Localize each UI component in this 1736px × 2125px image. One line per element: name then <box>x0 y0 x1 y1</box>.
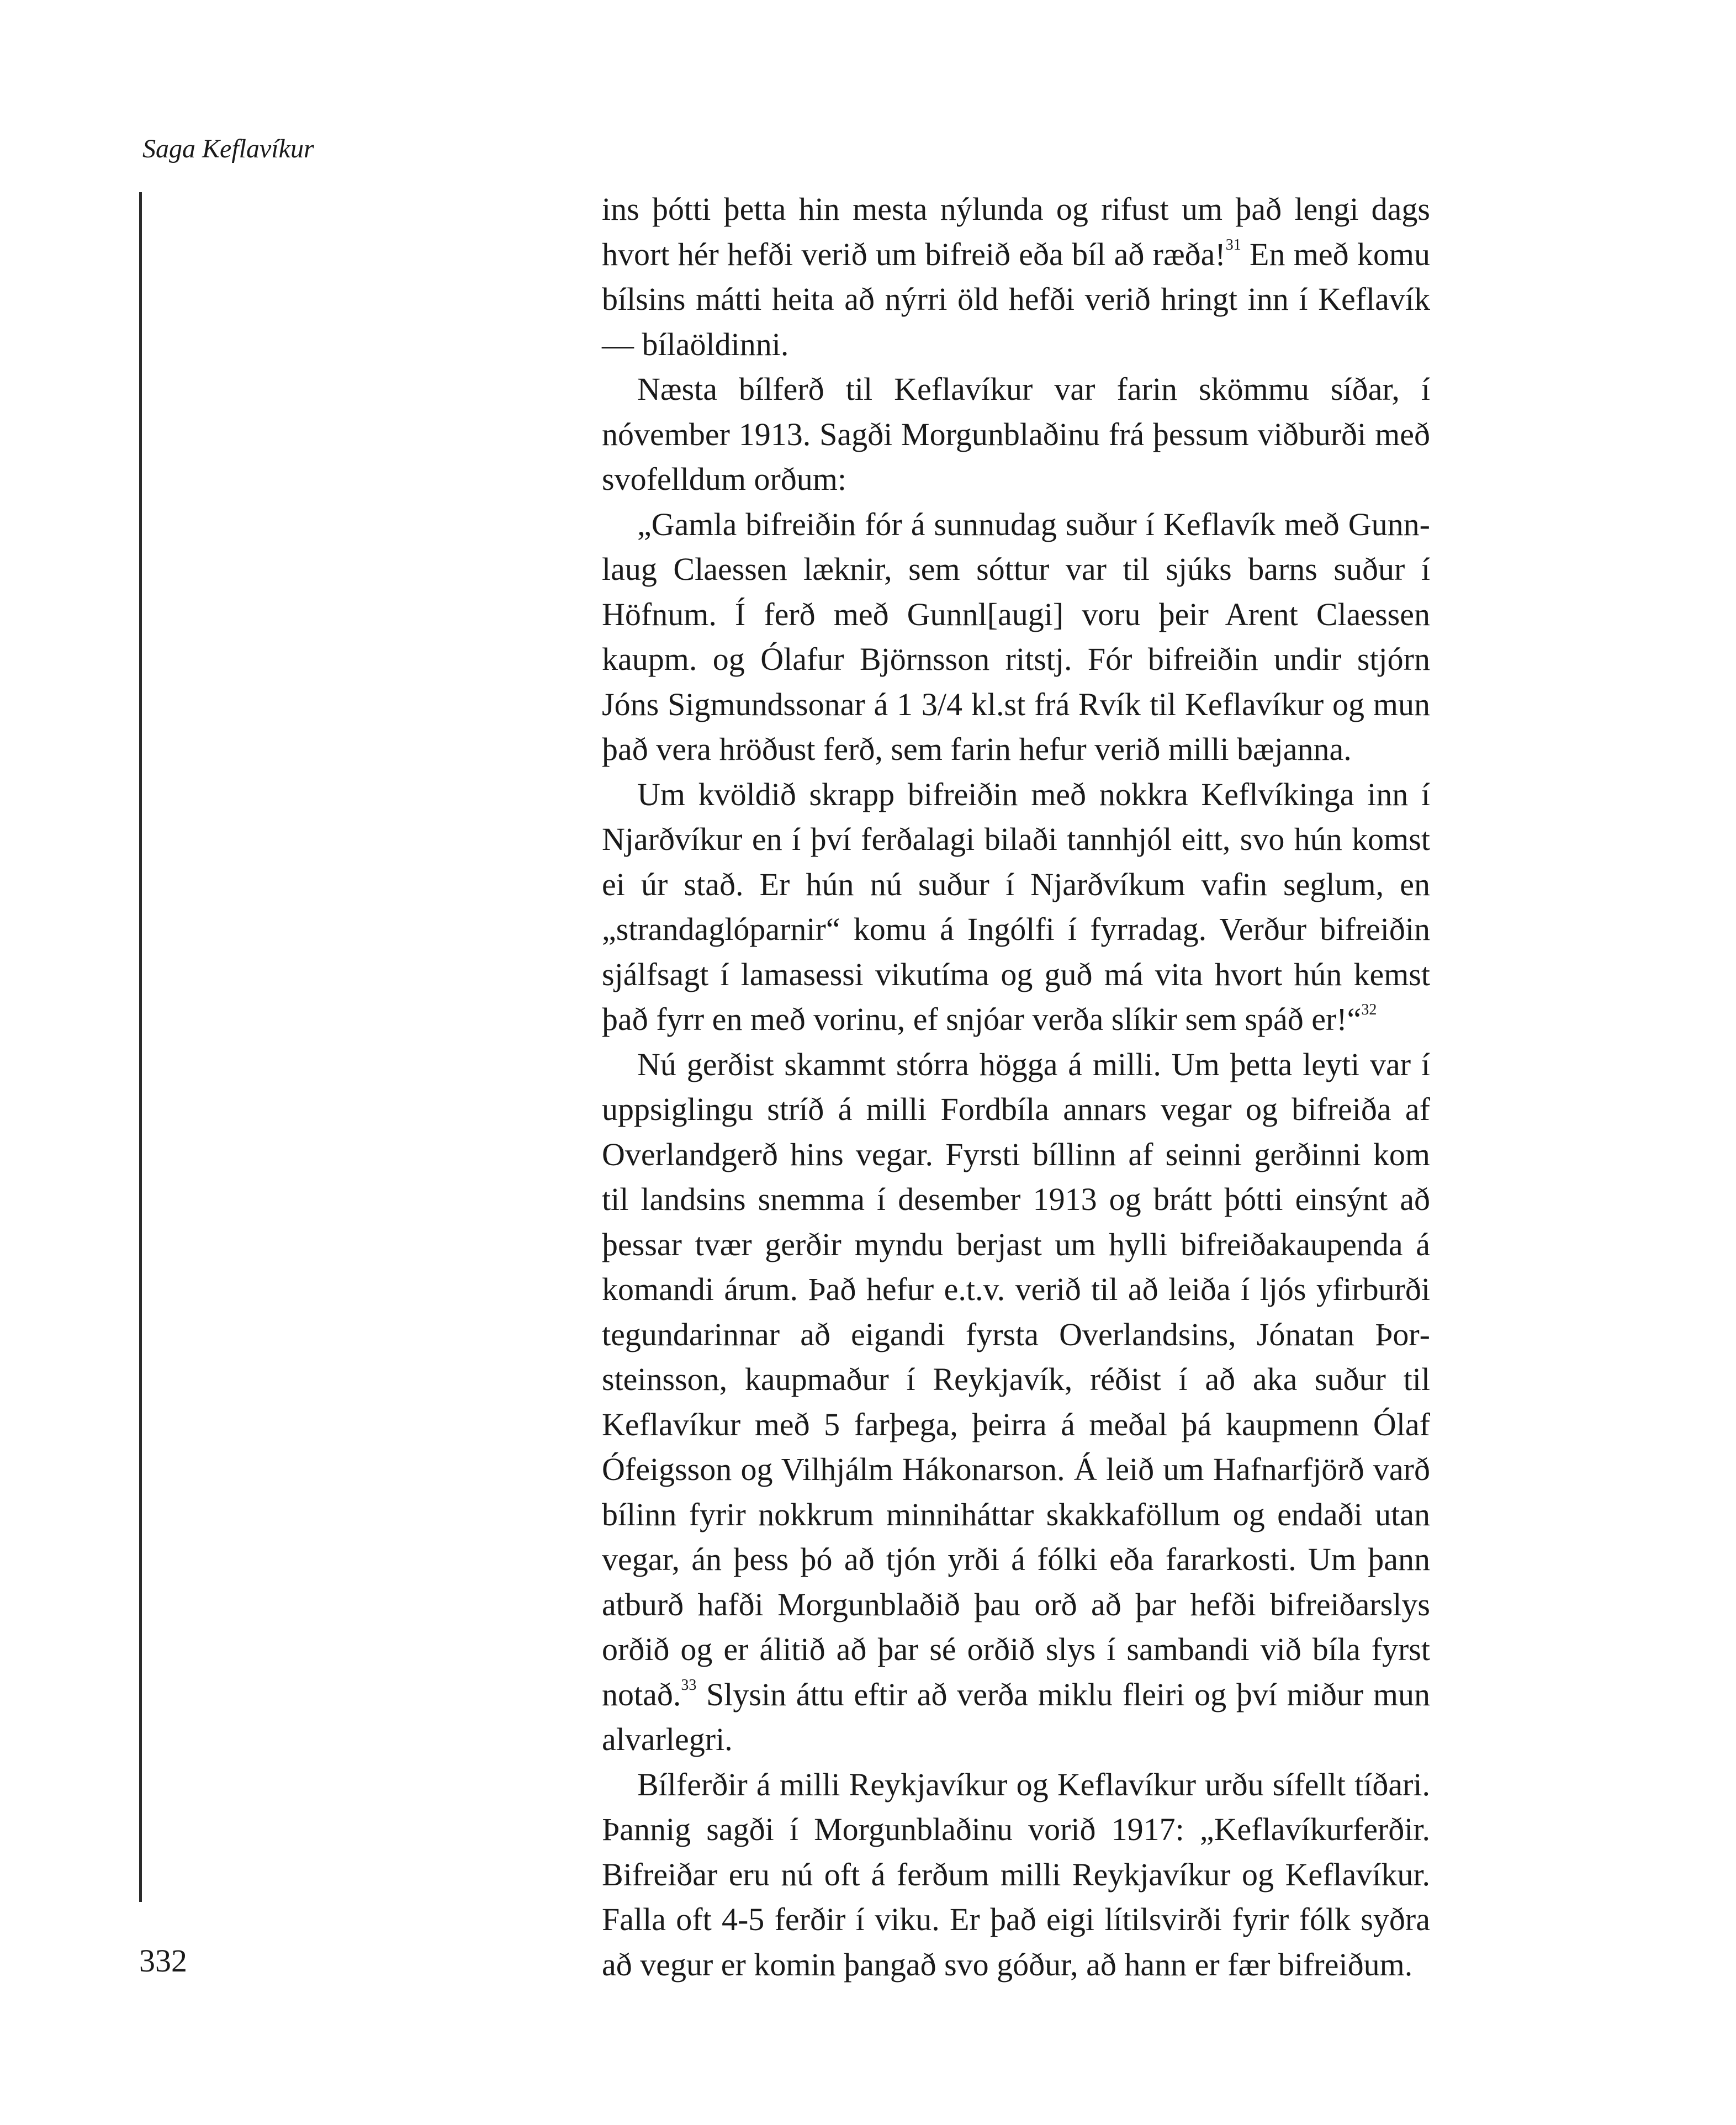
paragraph-2: Næsta bílferð til Keflavíkur var farin skömmu síðar, í nóvember 1913. Sagði Morgunblaðinu frá þessum viðburði með svofelldum orðum: <box>602 371 1430 497</box>
paragraph-1 <box>602 187 1430 367</box>
paragraph-3-text-a: Nú gerðist skammt stórra högga á milli. Um þetta leyti var í uppsiglingu stríð á milli Fordbíla annars vegar og bifreiða af Overlandgerð hins vegar. Fyrsti bíllinn af seinni gerðinni kom til landsins snemma í desember 1913 og brátt þótti einsýnt að þessar tvær gerðir myndu berjast um hylli bifreiðakaupenda á komandi árum. Það hefur e.t.v. verið til að leiða í ljós yfirburði tegundarinnar að eigandi fyrsta Overlandsins, Jónatan Þorsteinsson, kaupmaður í Reykjavík, réðist í að aka suður til Keflavíkur með 5 farþega, þeirra á meðal þá kaupmenn Ólaf Ófeigsson og Vilhjálm Hákonarson. Á leið um Hafnarfjörð varð bílinn fyrir nokkrum minniháttar skakkaföllum og endaði utan vegar, án þess þó að tjón yrði á fólki eða fararkosti. Um þann atburð hafði Morgunblaðið þau orð að þar hefði bifreiðarslys orðið og er álitið að þar sé orðið slys í sambandi við bíla fyrst notað. <box>602 1046 1430 1712</box>
paragraph-3-text-b: Slysin áttu eftir að verða miklu fleiri og því miður mun alvarlegri. <box>602 1676 1430 1757</box>
margin-rule <box>139 192 142 1902</box>
paragraph-1-text-a: ins þótti þetta hin mesta nýlunda og rifust um það lengi dags hvort hér hefði verið um bifreið eða bíl að ræða! <box>602 191 1430 272</box>
footnote-ref-31: 31 <box>1225 236 1241 253</box>
quote-paragraph-2 <box>602 772 1430 1042</box>
running-head-title: Saga Keflavíkur <box>142 134 314 163</box>
body-text <box>602 187 1430 1987</box>
quote-paragraph-1: „Gamla bifreiðin fór á sunnudag suður í Keflavík með Gunnlaug Claessen læknir, sem sóttur var til sjúks barns suður í Höfnum. Í ferð með Gunnl[augi] voru þeir Arent Claessen kaupm. og Ólafur Björnsson ritstj. Fór bifreiðin undir stjórn Jóns Sigmundssonar á 1 3/4 kl.st frá Rvík til Keflavíkur og mun það vera hröðust ferð, sem farin hefur verið milli bæjanna. <box>602 506 1430 767</box>
page-number: 332 <box>139 1943 187 1979</box>
paragraph-1-text-b: En með komu bílsins mátti heita að nýrri öld hefði verið hringt inn í Keflavík — bílaöldinni. <box>602 236 1431 362</box>
footnote-ref-33: 33 <box>681 1676 697 1694</box>
quote-paragraph-2-text: Um kvöldið skrapp bifreiðin með nokkra Keflvíkinga inn í Njarðvíkur en í því ferðalagi bilaði tannhjól eitt, svo hún komst ei úr stað. Er hún nú suður í Njarðvíkum vafin seglum, en „strandaglóparnir“ komu á Ingólfi í fyrradag. Verður bifreiðin sjálfsagt í lamasessi vikutíma og guð má vita hvort hún kemst það fyrr en með vorinu, ef snjóar verða slíkir sem spáð er!“ <box>602 776 1430 1037</box>
paragraph-4: Bílferðir á milli Reykjavíkur og Keflavíkur urðu sífellt tíðari. Þannig sagði í Morgunblaðinu vorið 1917: „Keflavíkurferðir. Bifreiðar eru nú oft á ferðum milli Reykjavíkur og Keflavíkur. Falla oft 4-5 ferðir í viku. Er það eigi lítilsvirði fyrir fólk syðra að vegur er komin þangað svo góður, að hann er fær bifreiðum. <box>602 1766 1430 1983</box>
paragraph-3 <box>602 1042 1430 1762</box>
footnote-ref-32: 32 <box>1361 1001 1377 1018</box>
